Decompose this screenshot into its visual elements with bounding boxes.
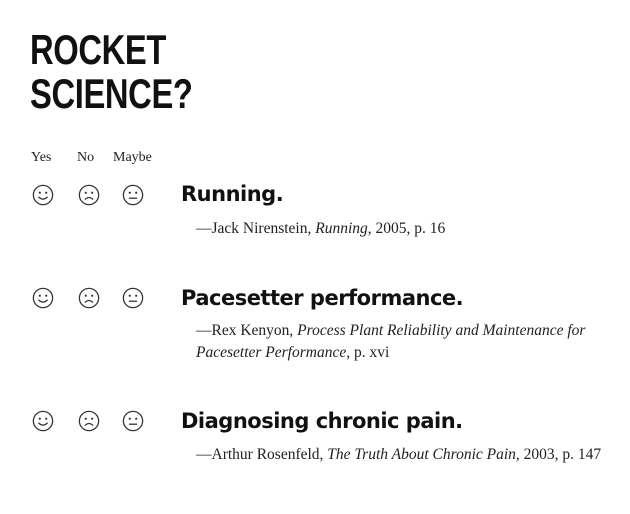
citation-title: Process Plant Reliability and Maintenance for Pacesetter Performance [196,322,586,361]
item-citation [196,444,606,466]
citation-details: , 2005, p. 16 [367,220,446,237]
title-line-1: ROCKET [30,26,166,73]
item-heading: Running. [181,182,284,206]
neutral-face-icon[interactable] [122,184,144,206]
citation-title: The Truth About Chronic Pain [327,446,516,463]
title-line-2: SCIENCE? [30,70,193,117]
citation-title: Running [315,220,368,237]
frowning-face-icon[interactable] [78,410,100,432]
citation-details: , p. xvi [346,344,390,361]
item-heading: Diagnosing chronic pain. [181,409,463,433]
column-header-maybe: Maybe [113,150,152,165]
column-header-yes: Yes [31,150,52,165]
citation-author: —Arthur Rosenfeld, [196,446,328,463]
neutral-face-icon[interactable] [122,410,144,432]
frowning-face-icon[interactable] [78,184,100,206]
neutral-face-icon[interactable] [122,287,144,309]
column-header-no: No [77,150,95,165]
citation-details: , 2003, p. 147 [515,446,602,463]
smiley-face-icon[interactable] [32,410,54,432]
citation-author: —Rex Kenyon, [196,322,298,339]
item-citation [196,218,606,240]
page-title [30,28,193,116]
smiley-face-icon[interactable] [32,184,54,206]
citation-author: —Jack Nirenstein, [196,220,316,237]
frowning-face-icon[interactable] [78,287,100,309]
smiley-face-icon[interactable] [32,287,54,309]
item-citation [196,320,606,364]
item-heading: Pacesetter performance. [181,286,464,310]
